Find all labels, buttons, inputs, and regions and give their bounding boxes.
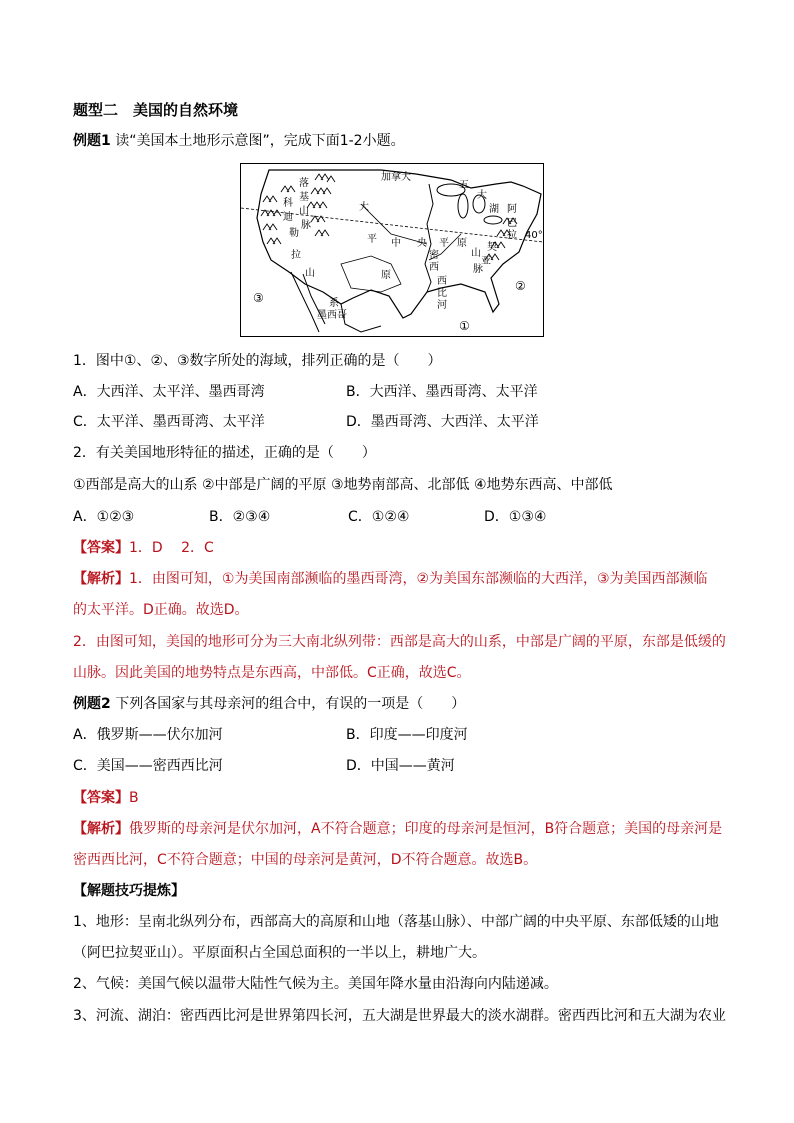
analysis1-line1: [73, 569, 708, 589]
q1-option-c: C．太平洋、墨西哥湾、太平洋: [73, 414, 265, 430]
example2-label: 例题2: [73, 696, 111, 712]
lake-erie: [484, 216, 502, 224]
label-rocky-3: 脉: [301, 220, 311, 231]
label-sea-1: ①: [459, 319, 470, 333]
label-rocky-2: 山: [299, 206, 309, 217]
label-central-1: 央: [417, 238, 427, 249]
label-rocky-1: 基: [299, 192, 309, 203]
tips-p1a: 1、地形：呈南北纵列分布，西部高大的高原和山地（落基山脉）、中部广阔的中央平原、东部低矮的山地: [73, 914, 719, 930]
answer1-tag: 【答案】: [73, 540, 129, 556]
label-lakes-1: 大: [477, 190, 487, 201]
q2-option-a: A．①②③: [73, 509, 135, 525]
analysis1-line4: 山脉。因此美国的地势特点是东西高，中部低。C正确，故选C。: [73, 665, 471, 681]
lake-michigan: [458, 194, 468, 218]
label-canada: 加拿大: [381, 172, 411, 183]
q2-stem: 2．有关美国地形特征的描述，正确的是（ ）: [73, 445, 376, 461]
q2-option-b: B．②③④: [209, 509, 271, 525]
example2-row2: [73, 756, 455, 776]
plain-outline: [341, 256, 401, 292]
q2-option-c: C．①②④: [348, 509, 410, 525]
tips-p3: 3、河流、湖泊：密西西比河是世界第四长河，五大湖是世界最大的淡水湖群。密西西比河和五大湖为农业: [73, 1008, 726, 1024]
us-terrain-map: [240, 163, 544, 337]
label-cord-3: 拉: [291, 250, 301, 261]
label-app-2: 拉: [507, 230, 517, 241]
label-miss-0: 密: [429, 250, 439, 261]
label-miss-1: 西: [429, 262, 439, 273]
label-cord-2: 勒: [289, 228, 299, 239]
example2-prompt: [73, 694, 465, 714]
example1-label: 例题1: [73, 133, 111, 149]
label-miss-4: 河: [437, 300, 447, 311]
label-rocky-0: 落: [299, 178, 309, 189]
answer1: [73, 538, 214, 558]
us-terrain-map-drawing: [241, 164, 543, 336]
answer2-text: B: [129, 790, 139, 806]
tips-title: 【解题技巧提炼】: [73, 883, 185, 899]
example2-option-d: D．中国——黄河: [346, 758, 455, 774]
example2-option-c: C．美国——密西西比河: [73, 758, 223, 774]
analysis2-text1: 俄罗斯的母亲河是伏尔加河，A不符合题意；印度的母亲河是恒河，B符合题意；美国的母亲河是: [129, 821, 723, 837]
example1-text: 读“美国本土地形示意图”，完成下面1-2小题。: [115, 133, 405, 149]
example2-row1: [73, 725, 468, 745]
label-app-3: 契: [487, 242, 497, 253]
q1-row1: [73, 382, 538, 402]
baja-coast: [291, 272, 319, 332]
label-plain-2: 原: [381, 270, 391, 281]
analysis2-tag: 【解析】: [73, 821, 129, 837]
q2-option-d: D．①③④: [484, 509, 547, 525]
q1-option-d: D．墨西哥湾、大西洋、太平洋: [346, 414, 539, 430]
label-cord-5: 系: [329, 298, 339, 309]
tips-p1b: （阿巴拉契亚山）。平原面积占全国总面积的一半以上，耕地广大。: [73, 945, 486, 961]
label-app-6: 脉: [473, 264, 483, 275]
answer2-tag: 【答案】: [73, 790, 129, 806]
label-plain-1: 平: [367, 234, 377, 245]
tips-p2: 2、气候：美国气候以温带大陆性气候为主。美国年降水量由沿海向内陆递减。: [73, 976, 558, 992]
q1-stem: 1．图中①、②、③数字所处的海域，排列正确的是（ ）: [73, 353, 442, 369]
label-app-1: 巴: [507, 218, 517, 229]
example1-prompt: [73, 131, 405, 151]
label-lakes-2: 湖: [489, 204, 499, 215]
q1-option-a: A．大西洋、太平洋、墨西哥湾: [73, 384, 265, 400]
q2-options: [73, 507, 547, 527]
answer1-text: 1．D 2．C: [129, 540, 214, 556]
label-central-3: 原: [457, 238, 467, 249]
label-plain-0: 大: [359, 202, 369, 213]
q1-option-b: B．大西洋、墨西哥湾、太平洋: [346, 384, 538, 400]
answer2: [73, 788, 139, 808]
analysis1-text1: 1．由图可知，①为美国南部濒临的墨西哥湾，②为美国东部濒临的大西洋，③为美国西部濒临: [129, 571, 708, 587]
label-app-0: 阿: [507, 204, 517, 215]
label-sea-3: ③: [253, 291, 264, 305]
label-latitude: 40°: [525, 230, 543, 241]
label-mexico: 墨西哥: [317, 310, 347, 321]
mexico-coast: [341, 304, 381, 332]
label-app-4: 亚: [481, 256, 491, 267]
label-miss-2: 西: [437, 276, 447, 287]
label-cord-1: 迪: [283, 212, 293, 223]
q1-row2: [73, 412, 539, 432]
analysis1-tag: 【解析】: [73, 571, 129, 587]
analysis2-line1: [73, 819, 722, 839]
example2-option-a: A．俄罗斯——伏尔加河: [73, 727, 223, 743]
section-title: 题型二 美国的自然环境: [73, 101, 239, 119]
analysis1-line2: 的太平洋。D正确。故选D。: [73, 602, 249, 618]
analysis1-line3: 2．由图可知，美国的地形可分为三大南北纵列带：西部是高大的山系，中部是广阔的平原，东部是低缓的: [73, 634, 726, 650]
analysis2-line2: 密西西比河，C不符合题意；中国的母亲河是黄河，D不符合题意。故选B。: [73, 852, 538, 868]
label-miss-3: 比: [437, 288, 447, 299]
label-app-5: 山: [471, 248, 481, 259]
q2-statements: ①西部是高大的山系 ②中部是广阔的平原 ③地势南部高、北部低 ④地势东西高、中部低: [73, 477, 613, 493]
example2-option-b: B．印度——印度河: [346, 727, 468, 743]
label-central-0: 中: [391, 238, 401, 249]
label-sea-2: ②: [515, 279, 526, 293]
example2-text: 下列各国家与其母亲河的组合中，有误的一项是（ ）: [115, 696, 466, 712]
label-lakes-0: 五: [459, 180, 469, 191]
label-cord-0: 科: [283, 198, 293, 209]
label-central-2: 平: [439, 238, 449, 249]
label-cord-4: 山: [305, 268, 315, 279]
